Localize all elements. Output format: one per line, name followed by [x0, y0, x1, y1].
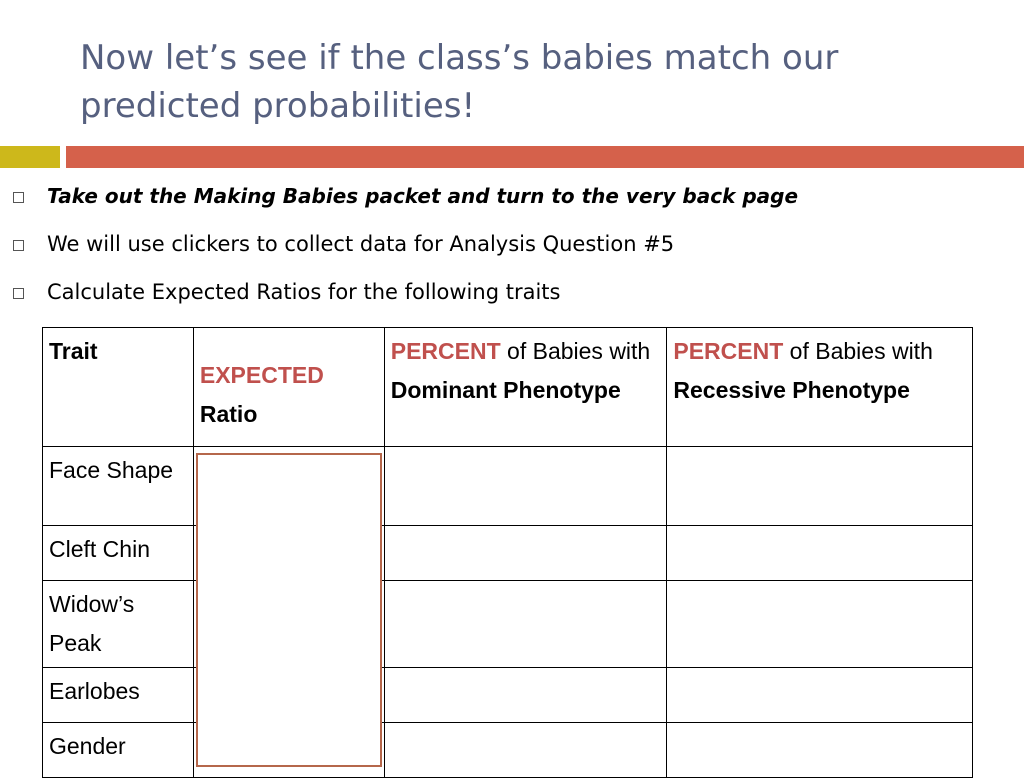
expected-column-cover: [196, 453, 382, 767]
square-bullet-icon: [13, 192, 24, 203]
header-dominant-mid: of Babies with: [500, 338, 651, 364]
traits-table: [42, 327, 973, 778]
header-recessive-accent: PERCENT: [673, 338, 784, 364]
recessive-cell: [667, 447, 973, 526]
bullet-text: Take out the Making Babies packet and turn to the very back page: [47, 184, 799, 208]
bullet-item: [0, 180, 1024, 228]
bullet-item: [0, 276, 1024, 324]
header-expected: [193, 328, 384, 447]
dominant-cell: [384, 447, 667, 526]
table-row: [43, 668, 973, 723]
accent-bar-yellow: [0, 146, 60, 168]
header-expected-rest: Ratio: [199, 401, 258, 427]
bullet-list: [0, 180, 1024, 324]
trait-cell: Widow’s Peak: [43, 581, 194, 668]
table-row: [43, 723, 973, 778]
header-recessive-mid: of Babies with: [783, 338, 933, 364]
header-recessive: [667, 328, 973, 447]
dominant-cell: [384, 526, 667, 581]
bullet-text: We will use clickers to collect data for Analysis Question #5: [47, 232, 675, 256]
table-row: [43, 447, 973, 526]
bullet-text: Calculate Expected Ratios for the following traits: [47, 280, 561, 304]
header-dominant-accent: PERCENT: [390, 338, 501, 364]
dominant-cell: [384, 723, 667, 778]
square-bullet-icon: [13, 240, 24, 251]
table-header-row: [43, 328, 973, 447]
header-dominant: [384, 328, 667, 447]
square-bullet-icon: [13, 288, 24, 299]
trait-cell: Gender: [43, 723, 194, 778]
trait-cell: Earlobes: [43, 668, 194, 723]
recessive-cell: [667, 581, 973, 668]
dominant-cell: [384, 668, 667, 723]
table-row: [43, 581, 973, 668]
recessive-cell: [667, 668, 973, 723]
trait-cell: Face Shape: [43, 447, 194, 526]
accent-bar-orange: [66, 146, 1024, 168]
bullet-item: [0, 228, 1024, 276]
recessive-cell: [667, 723, 973, 778]
slide-title: Now let’s see if the class’s babies match our predicted probabilities!: [80, 38, 839, 126]
recessive-cell: [667, 526, 973, 581]
header-trait: [43, 328, 194, 447]
header-dominant-bold: Dominant Phenotype: [390, 377, 621, 403]
dominant-cell: [384, 581, 667, 668]
trait-cell: Cleft Chin: [43, 526, 194, 581]
table-row: [43, 526, 973, 581]
header-recessive-bold: Recessive Phenotype: [673, 377, 910, 403]
header-expected-accent: EXPECTED: [199, 362, 324, 388]
header-trait-label: Trait: [49, 338, 98, 364]
